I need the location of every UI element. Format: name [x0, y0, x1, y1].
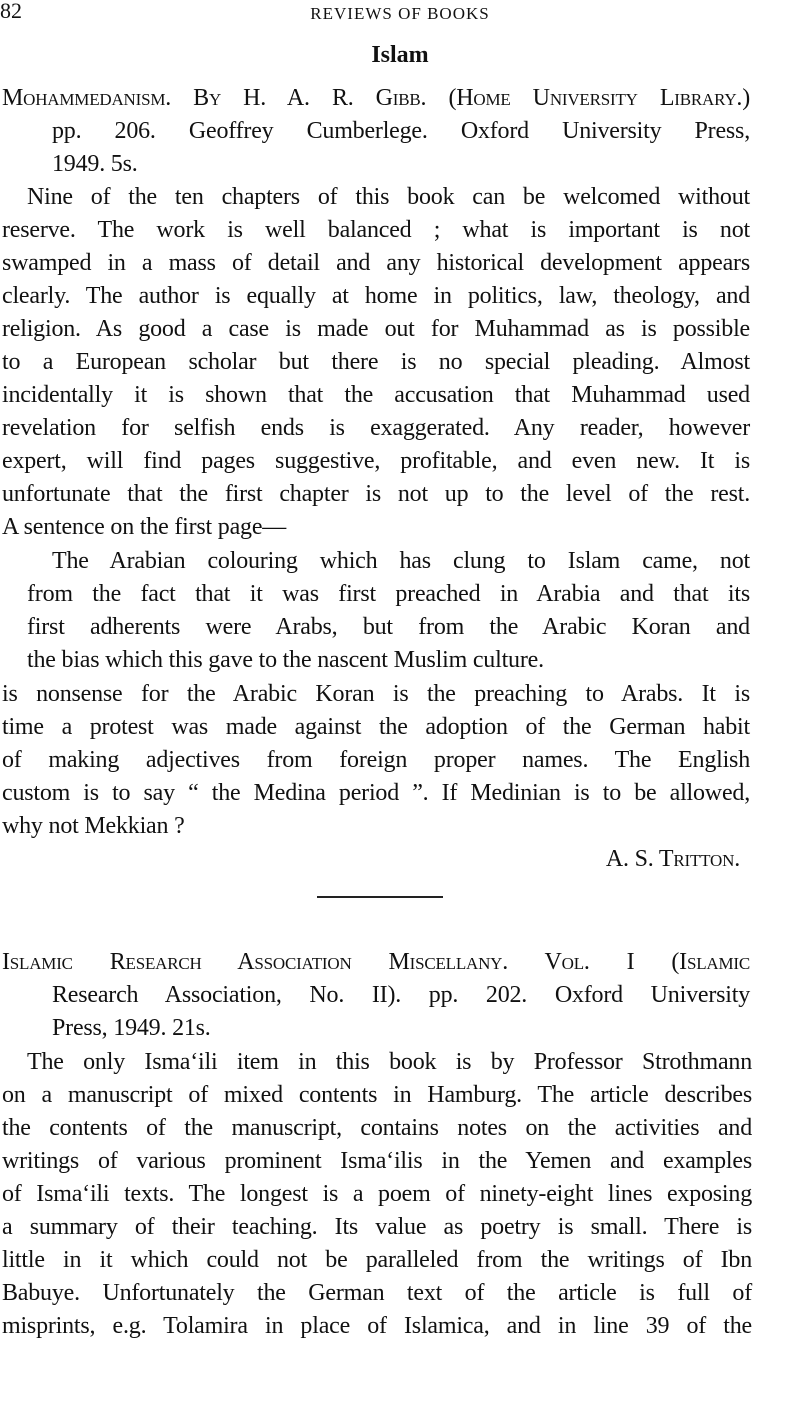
- body-line: Babuye. Unfortunately the German text of the article is full of: [2, 1280, 752, 1306]
- body-line: why not Mekkian ?: [2, 813, 185, 839]
- citation-line: Research Association, No. II). pp. 202. Oxford University: [52, 982, 750, 1008]
- body-line: incidentally it is shown that the accusation that Muhammad used: [2, 382, 750, 408]
- citation-line: pp. 206. Geoffrey Cumberlege. Oxford University Press,: [52, 118, 750, 144]
- body-line: custom is to say “ the Medina period ”. If Medinian is to be allowed,: [2, 780, 750, 806]
- body-line: clearly. The author is equally at home in politics, law, theology, and: [2, 283, 750, 309]
- quote-line: The Arabian colouring which has clung to Islam came, not: [52, 548, 750, 574]
- citation-line: 1949. 5s.: [52, 151, 138, 177]
- body-line: Nine of the ten chapters of this book can be welcomed without: [27, 184, 750, 210]
- body-line: of Ismaʻili texts. The longest is a poem of ninety-eight lines exposing: [2, 1181, 752, 1207]
- quote-line: the bias which this gave to the nascent Muslim culture.: [27, 647, 544, 673]
- body-line: on a manuscript of mixed contents in Hamburg. The article describes: [2, 1082, 752, 1108]
- body-line: is nonsense for the Arabic Koran is the preaching to Arabs. It is: [2, 681, 750, 707]
- quote-line: from the fact that it was first preached in Arabia and that its: [27, 581, 750, 607]
- citation-line: Mohammedanism. By H. A. R. Gibb. (Home University Library.): [2, 85, 750, 111]
- quote-line: first adherents were Arabs, but from the Arabic Koran and: [27, 614, 750, 640]
- body-line: A sentence on the first page—: [2, 514, 287, 540]
- body-line: time a protest was made against the adoption of the German habit: [2, 714, 750, 740]
- body-line: unfortunate that the first chapter is not up to the level of the rest.: [2, 481, 750, 507]
- body-line: swamped in a mass of detail and any historical development appears: [2, 250, 750, 276]
- citation-line: Press, 1949. 21s.: [52, 1015, 211, 1041]
- body-line: writings of various prominent Ismaʻilis in the Yemen and examples: [2, 1148, 752, 1174]
- body-line: the contents of the manuscript, contains notes on the activities and: [2, 1115, 752, 1141]
- body-line: of making adjectives from foreign proper names. The English: [2, 747, 750, 773]
- body-line: little in it which could not be paralleled from the writings of Ibn: [2, 1247, 752, 1273]
- body-line: reserve. The work is well balanced ; what is important is not: [2, 217, 750, 243]
- body-line: religion. As good a case is made out for Muhammad as is possible: [2, 316, 750, 342]
- body-line: expert, will find pages suggestive, profitable, and even new. It is: [2, 448, 750, 474]
- section-divider: [317, 896, 443, 898]
- body-line: to a European scholar but there is no special pleading. Almost: [2, 349, 750, 375]
- body-line: The only Ismaʻili item in this book is by Professor Strothmann: [27, 1049, 752, 1075]
- body-line: revelation for selfish ends is exaggerated. Any reader, however: [2, 415, 750, 441]
- citation-line: Islamic Research Association Miscellany. Vol. I (Islamic: [2, 949, 750, 975]
- body-line: a summary of their teaching. Its value as poetry is small. There is: [2, 1214, 752, 1240]
- running-head: REVIEWS OF BOOKS: [310, 4, 490, 23]
- page-number: 82: [0, 0, 22, 23]
- reviewer-signature: A. S. Tritton.: [605, 846, 740, 872]
- section-title: Islam: [371, 42, 429, 68]
- body-line: misprints, e.g. Tolamira in place of Islamica, and in line 39 of the: [2, 1313, 752, 1339]
